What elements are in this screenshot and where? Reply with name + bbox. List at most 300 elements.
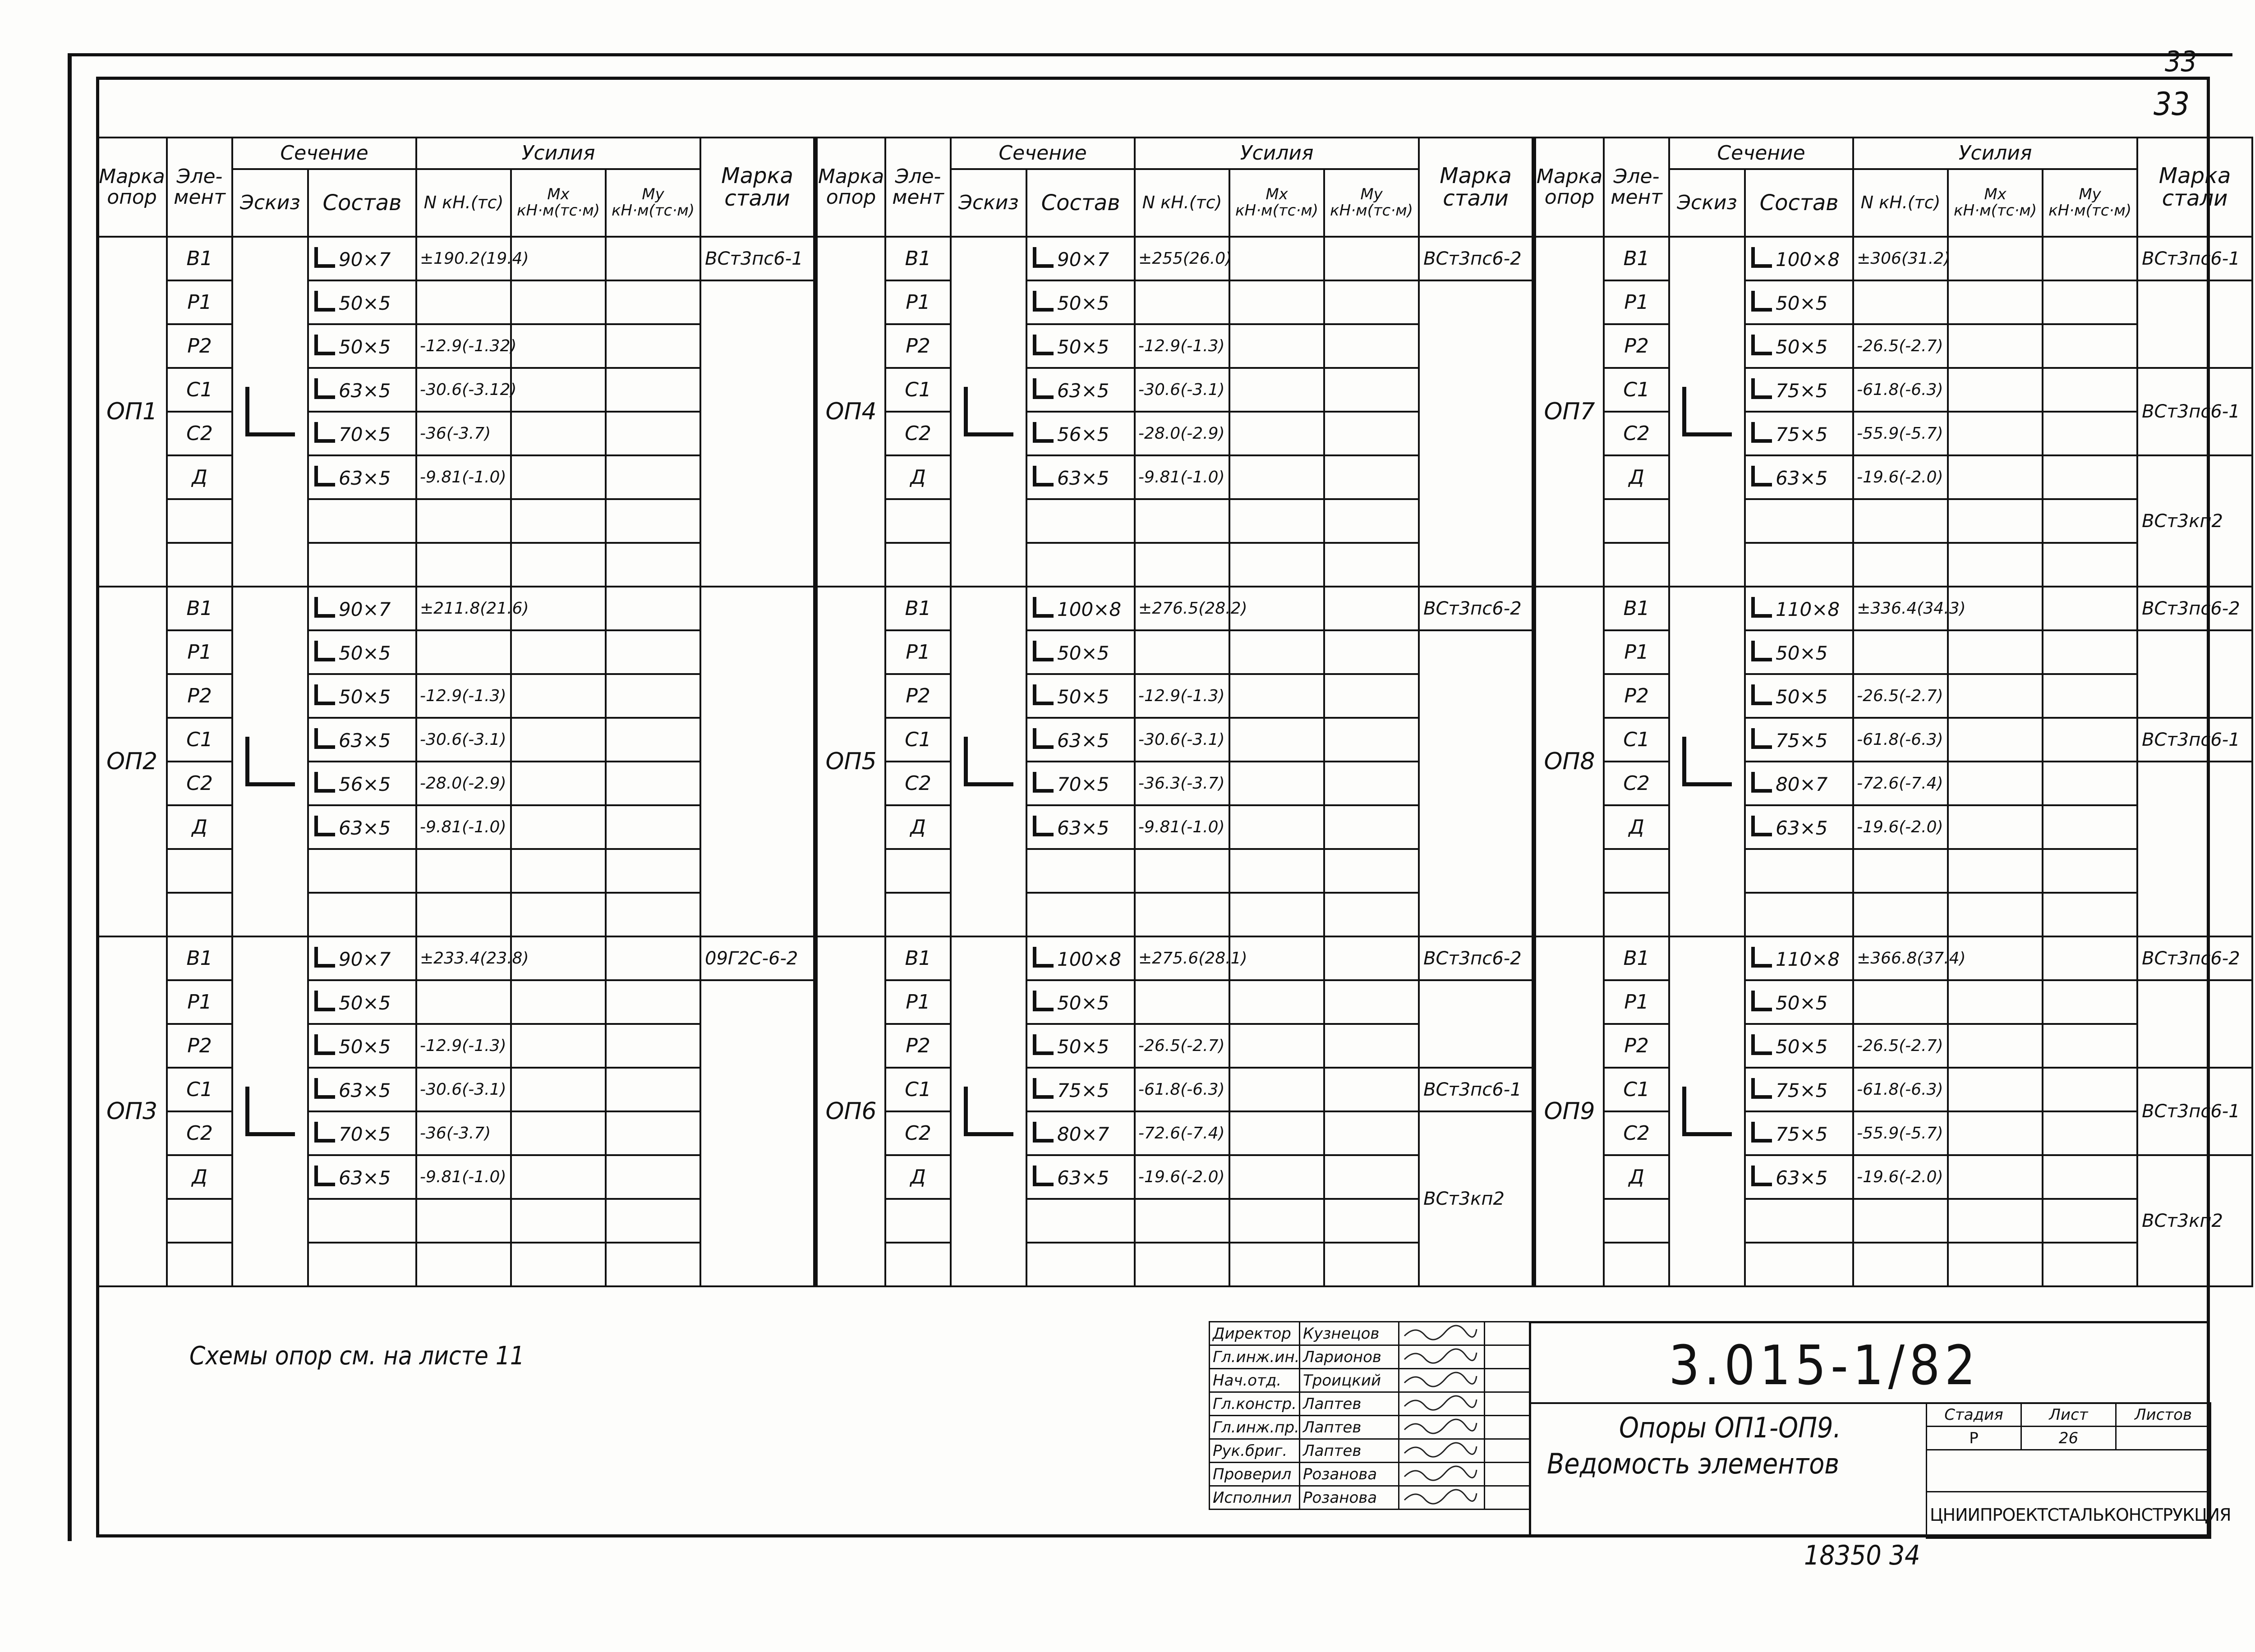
moment-mx xyxy=(511,1155,606,1199)
moment-my xyxy=(2043,499,2137,543)
signature-scribble-icon xyxy=(1402,1322,1479,1340)
moment-my xyxy=(1324,587,1419,630)
element-code: С1 xyxy=(885,368,951,412)
signature-name: Лаптев xyxy=(1300,1416,1399,1439)
moment-mx xyxy=(1948,280,2043,324)
angle-profile-icon xyxy=(245,387,295,436)
section-cell xyxy=(308,849,416,893)
section-cell xyxy=(308,630,416,674)
element-code: С2 xyxy=(1604,1111,1669,1155)
section-cell xyxy=(308,1024,416,1068)
section-cell xyxy=(308,1199,416,1243)
angle-profile-icon xyxy=(1033,728,1054,749)
moment-my xyxy=(606,1243,700,1286)
signature-mark xyxy=(1399,1416,1485,1439)
moment-my xyxy=(1324,455,1419,499)
header-mark: Марка опор xyxy=(815,138,885,237)
moment-mx xyxy=(511,280,606,324)
element-code: Д xyxy=(885,455,951,499)
section-cell xyxy=(1026,718,1135,762)
stage-table xyxy=(1926,1402,2231,1539)
section-cell xyxy=(1026,280,1135,324)
moment-my xyxy=(606,1024,700,1068)
force-n xyxy=(1853,1243,1948,1286)
moment-mx xyxy=(511,805,606,849)
signature-name: Троицкий xyxy=(1300,1369,1399,1392)
section-cell xyxy=(1026,324,1135,368)
section-size: 75×5 xyxy=(1057,1079,1109,1101)
moment-mx xyxy=(1948,1243,2043,1286)
section-cell xyxy=(1026,1243,1135,1286)
support-mark: ОП8 xyxy=(1534,587,1604,936)
element-code xyxy=(1604,1243,1669,1286)
angle-profile-icon xyxy=(1751,247,1772,268)
moment-mx xyxy=(511,412,606,455)
section-size: 50×5 xyxy=(339,335,391,358)
moment-mx xyxy=(511,324,606,368)
angle-profile-icon xyxy=(1751,728,1772,749)
element-code: С2 xyxy=(885,762,951,805)
table-row xyxy=(97,762,2252,805)
element-code: Р2 xyxy=(1604,324,1669,368)
signature-scribble-icon xyxy=(1402,1346,1479,1364)
element-code: Р1 xyxy=(167,280,232,324)
force-n: -19.6(-2.0) xyxy=(1135,1155,1229,1199)
element-code: В1 xyxy=(1604,237,1669,280)
force-n: -9.81(-1.0) xyxy=(416,455,511,499)
section-cell xyxy=(1026,237,1135,280)
section-cell xyxy=(308,280,416,324)
angle-profile-icon xyxy=(314,1166,335,1186)
moment-mx xyxy=(1229,980,1324,1024)
moment-mx xyxy=(511,1024,606,1068)
moment-my xyxy=(1324,324,1419,368)
steel-grade xyxy=(700,587,815,936)
moment-my xyxy=(606,368,700,412)
element-code xyxy=(885,499,951,543)
angle-profile-icon xyxy=(314,335,335,355)
moment-mx xyxy=(1229,849,1324,893)
section-cell xyxy=(1745,1024,1853,1068)
force-n xyxy=(416,893,511,936)
signature-scribble-icon xyxy=(1402,1369,1479,1387)
section-size: 50×5 xyxy=(1776,1035,1828,1058)
table-row xyxy=(97,936,2252,980)
angle-profile-icon xyxy=(1751,1078,1772,1099)
moment-my xyxy=(606,1199,700,1243)
header-n: N кН.(тс) xyxy=(1853,169,1948,237)
section-size: 50×5 xyxy=(339,292,391,314)
moment-my xyxy=(2043,630,2137,674)
force-n: -12.9(-1.32) xyxy=(416,324,511,368)
angle-profile-icon xyxy=(1682,1087,1732,1136)
moment-my xyxy=(1324,1024,1419,1068)
angle-profile-icon xyxy=(1033,597,1054,618)
element-code: Р2 xyxy=(167,1024,232,1068)
angle-profile-icon xyxy=(1751,1034,1772,1055)
table-row xyxy=(97,805,2252,849)
signature-mark xyxy=(1399,1322,1485,1345)
section-cell xyxy=(1745,368,1853,412)
element-code: Р1 xyxy=(167,980,232,1024)
angle-profile-icon xyxy=(314,597,335,618)
moment-mx xyxy=(511,543,606,587)
sketch-cell xyxy=(1669,587,1745,936)
moment-my xyxy=(606,849,700,893)
force-n xyxy=(1853,849,1948,893)
section-size: 56×5 xyxy=(1057,423,1109,445)
moment-mx xyxy=(1229,1111,1324,1155)
signature-date xyxy=(1485,1463,1530,1486)
sketch-cell xyxy=(951,936,1026,1286)
element-code: Р1 xyxy=(885,280,951,324)
moment-my xyxy=(606,587,700,630)
note-text: Схемы опор см. на листе 11 xyxy=(189,1341,525,1371)
steel-grade: ВСт3пс6-1 xyxy=(1419,1068,1534,1111)
moment-my xyxy=(2043,674,2137,718)
force-n: -30.6(-3.12) xyxy=(416,368,511,412)
section-size: 70×5 xyxy=(339,423,391,445)
header-n: N кН.(тс) xyxy=(1135,169,1229,237)
header-mark: Марка опор xyxy=(97,138,167,237)
moment-my xyxy=(606,412,700,455)
table-row xyxy=(97,1068,2252,1111)
element-code: С2 xyxy=(167,412,232,455)
section-cell xyxy=(308,1243,416,1286)
section-cell xyxy=(1745,762,1853,805)
force-n: -28.0(-2.9) xyxy=(1135,412,1229,455)
moment-mx xyxy=(1948,1068,2043,1111)
angle-profile-icon xyxy=(314,291,335,312)
moment-mx xyxy=(511,1068,606,1111)
steel-grade: ВСт3пс6-1 xyxy=(2137,718,2252,762)
moment-my xyxy=(2043,587,2137,630)
moment-my xyxy=(2043,324,2137,368)
element-code: С1 xyxy=(1604,368,1669,412)
table-row xyxy=(97,849,2252,893)
element-code: С1 xyxy=(1604,1068,1669,1111)
signature-scribble-icon xyxy=(1402,1487,1479,1505)
moment-my xyxy=(2043,805,2137,849)
force-n xyxy=(1853,630,1948,674)
steel-grade: ВСт3пс6-2 xyxy=(1419,587,1534,630)
moment-my xyxy=(606,1111,700,1155)
section-cell xyxy=(1026,587,1135,630)
angle-profile-icon xyxy=(1033,772,1054,793)
section-cell xyxy=(1026,762,1135,805)
signature-scribble-icon xyxy=(1402,1440,1479,1458)
moment-mx xyxy=(1948,324,2043,368)
header-composition: Состав xyxy=(308,169,416,237)
section-cell xyxy=(1745,280,1853,324)
force-n xyxy=(1135,1243,1229,1286)
section-cell xyxy=(308,674,416,718)
moment-mx xyxy=(1229,1155,1324,1199)
steel-grade xyxy=(2137,630,2252,718)
section-cell xyxy=(1026,630,1135,674)
force-n: -61.8(-6.3) xyxy=(1135,1068,1229,1111)
sketch-cell xyxy=(232,587,308,936)
element-code: Р2 xyxy=(885,674,951,718)
table-row xyxy=(97,543,2252,587)
steel-grade xyxy=(700,280,815,587)
angle-profile-icon xyxy=(1751,991,1772,1011)
section-cell xyxy=(308,324,416,368)
element-code xyxy=(1604,849,1669,893)
force-n: -26.5(-2.7) xyxy=(1135,1024,1229,1068)
section-size: 75×5 xyxy=(1776,423,1828,445)
section-size: 110×8 xyxy=(1776,948,1840,970)
element-code: Р2 xyxy=(1604,1024,1669,1068)
angle-profile-icon xyxy=(314,1122,335,1143)
section-size: 56×5 xyxy=(339,773,391,795)
section-cell xyxy=(1745,1243,1853,1286)
element-code: Р2 xyxy=(885,324,951,368)
force-n: -30.6(-3.1) xyxy=(416,718,511,762)
moment-my xyxy=(1324,674,1419,718)
moment-mx xyxy=(1229,1199,1324,1243)
force-n: ±276.5(28.2) xyxy=(1135,587,1229,630)
section-cell xyxy=(308,1111,416,1155)
section-size: 90×7 xyxy=(1057,248,1109,271)
moment-mx xyxy=(1229,280,1324,324)
section-size: 75×5 xyxy=(1776,379,1828,402)
signature-row xyxy=(1210,1463,1530,1486)
steel-grade xyxy=(2137,762,2252,936)
moment-mx xyxy=(1229,1024,1324,1068)
angle-profile-icon xyxy=(1033,1122,1054,1143)
moment-my xyxy=(1324,1068,1419,1111)
element-code: Д xyxy=(885,805,951,849)
header-element: Эле-мент xyxy=(885,138,951,237)
section-cell xyxy=(1745,893,1853,936)
sheets-value xyxy=(2116,1427,2211,1450)
header-mx: Mx кН·м(тс·м) xyxy=(511,169,606,237)
signature-role: Рук.бриг. xyxy=(1210,1439,1300,1463)
section-size: 50×5 xyxy=(1057,642,1109,664)
header-section: Сечение xyxy=(1669,138,1853,169)
signature-table xyxy=(1209,1321,1530,1510)
force-n: -36(-3.7) xyxy=(416,1111,511,1155)
section-cell xyxy=(1026,1199,1135,1243)
section-size: 75×5 xyxy=(1776,1079,1828,1101)
steel-grade: ВСт3пс6-2 xyxy=(2137,936,2252,980)
section-size: 63×5 xyxy=(1776,817,1828,839)
signature-name: Лаптев xyxy=(1300,1439,1399,1463)
element-code xyxy=(885,1243,951,1286)
angle-profile-icon xyxy=(1033,1078,1054,1099)
sketch-cell xyxy=(1669,237,1745,587)
force-n xyxy=(1853,543,1948,587)
table-row xyxy=(97,893,2252,936)
header-my: My кН·м(тс·м) xyxy=(1324,169,1419,237)
element-code xyxy=(167,499,232,543)
force-n: ±306(31.2) xyxy=(1853,237,1948,280)
angle-profile-icon xyxy=(1033,378,1054,399)
page-number-top: 33 xyxy=(2165,45,2197,78)
angle-profile-icon xyxy=(1033,684,1054,705)
element-code: Р2 xyxy=(1604,674,1669,718)
section-size: 50×5 xyxy=(339,1035,391,1058)
moment-mx xyxy=(511,849,606,893)
section-cell xyxy=(1745,1155,1853,1199)
element-code: Р1 xyxy=(885,630,951,674)
force-n: -9.81(-1.0) xyxy=(1135,455,1229,499)
moment-mx xyxy=(1948,630,2043,674)
element-code xyxy=(885,849,951,893)
moment-mx xyxy=(1229,718,1324,762)
moment-mx xyxy=(1229,1068,1324,1111)
steel-grade: ВСт3пс6-1 xyxy=(2137,237,2252,280)
force-n: -19.6(-2.0) xyxy=(1853,805,1948,849)
element-code: Р2 xyxy=(885,1024,951,1068)
section-size: 50×5 xyxy=(1776,292,1828,314)
section-cell xyxy=(1745,499,1853,543)
element-code xyxy=(1604,543,1669,587)
angle-profile-icon xyxy=(1033,1166,1054,1186)
sketch-cell xyxy=(232,936,308,1286)
section-cell xyxy=(308,762,416,805)
moment-mx xyxy=(511,630,606,674)
element-code: С2 xyxy=(167,1111,232,1155)
header-mx: Mx кН·м(тс·м) xyxy=(1229,169,1324,237)
moment-my xyxy=(2043,980,2137,1024)
header-mark: Марка опор xyxy=(1534,138,1604,237)
signature-row xyxy=(1210,1416,1530,1439)
header-section: Сечение xyxy=(232,138,416,169)
element-code: В1 xyxy=(1604,587,1669,630)
element-code: Д xyxy=(885,1155,951,1199)
section-size: 50×5 xyxy=(1776,991,1828,1014)
angle-profile-icon xyxy=(314,991,335,1011)
section-cell xyxy=(1745,630,1853,674)
force-n xyxy=(416,499,511,543)
moment-mx xyxy=(511,718,606,762)
moment-my xyxy=(1324,893,1419,936)
section-cell xyxy=(1745,455,1853,499)
force-n: ±233.4(23.8) xyxy=(416,936,511,980)
element-code: Р2 xyxy=(167,674,232,718)
section-cell xyxy=(1026,849,1135,893)
element-code: В1 xyxy=(167,587,232,630)
steel-grade: ВСт3пс6-1 xyxy=(2137,368,2252,455)
moment-my xyxy=(606,936,700,980)
signature-row xyxy=(1210,1345,1530,1369)
angle-profile-icon xyxy=(964,387,1013,436)
inventory-number: 18350 34 xyxy=(1804,1540,1920,1571)
steel-grade xyxy=(2137,980,2252,1068)
force-n xyxy=(1135,980,1229,1024)
moment-mx xyxy=(1229,630,1324,674)
section-cell xyxy=(1026,674,1135,718)
moment-mx xyxy=(1948,412,2043,455)
support-mark: ОП6 xyxy=(815,936,885,1286)
force-n: -12.9(-1.3) xyxy=(1135,674,1229,718)
header-section: Сечение xyxy=(951,138,1135,169)
signature-date xyxy=(1485,1345,1530,1369)
force-n: -55.9(-5.7) xyxy=(1853,1111,1948,1155)
support-mark: ОП7 xyxy=(1534,237,1604,587)
section-size: 63×5 xyxy=(1776,1166,1828,1189)
moment-mx xyxy=(1948,762,2043,805)
table-row xyxy=(97,1024,2252,1068)
angle-profile-icon xyxy=(314,247,335,268)
moment-mx xyxy=(1229,543,1324,587)
angle-profile-icon xyxy=(1751,641,1772,661)
section-size: 100×8 xyxy=(1057,598,1122,620)
element-code: С1 xyxy=(885,718,951,762)
angle-profile-icon xyxy=(1751,947,1772,968)
section-size: 50×5 xyxy=(1057,685,1109,708)
header-sketch: Эскиз xyxy=(232,169,308,237)
moment-mx xyxy=(1229,412,1324,455)
table-row xyxy=(97,587,2252,630)
steel-grade: ВСт3пс6-2 xyxy=(1419,936,1534,980)
section-cell xyxy=(1026,368,1135,412)
section-size: 75×5 xyxy=(1776,1123,1828,1145)
moment-mx xyxy=(1948,718,2043,762)
angle-profile-icon xyxy=(314,772,335,793)
section-cell xyxy=(1026,980,1135,1024)
element-code: Д xyxy=(1604,805,1669,849)
moment-my xyxy=(2043,412,2137,455)
section-cell xyxy=(308,980,416,1024)
moment-my xyxy=(2043,1155,2137,1199)
moment-my xyxy=(2043,718,2137,762)
signature-role: Нач.отд. xyxy=(1210,1369,1300,1392)
moment-my xyxy=(606,455,700,499)
angle-profile-icon xyxy=(1033,335,1054,355)
force-n: ±190.2(19.4) xyxy=(416,237,511,280)
section-size: 70×5 xyxy=(339,1123,391,1145)
moment-my xyxy=(2043,936,2137,980)
steel-grade xyxy=(1419,280,1534,587)
section-size: 50×5 xyxy=(1776,642,1828,664)
force-n xyxy=(1135,1199,1229,1243)
force-n: -26.5(-2.7) xyxy=(1853,324,1948,368)
angle-profile-icon xyxy=(1682,737,1732,786)
angle-profile-icon xyxy=(1751,597,1772,618)
element-code: Д xyxy=(1604,455,1669,499)
moment-my xyxy=(606,324,700,368)
support-mark: ОП9 xyxy=(1534,936,1604,1286)
element-code: В1 xyxy=(885,587,951,630)
moment-my xyxy=(2043,455,2137,499)
support-mark: ОП2 xyxy=(97,587,167,936)
moment-my xyxy=(606,1155,700,1199)
section-cell xyxy=(1026,936,1135,980)
section-size: 100×8 xyxy=(1776,248,1840,271)
moment-mx xyxy=(1229,1243,1324,1286)
steel-grade xyxy=(1419,630,1534,936)
table-row xyxy=(97,718,2252,762)
section-cell xyxy=(1026,412,1135,455)
moment-mx xyxy=(1948,368,2043,412)
section-cell xyxy=(1026,1111,1135,1155)
header-forces: Усилия xyxy=(1135,138,1419,169)
element-code: Д xyxy=(167,805,232,849)
header-element: Эле-мент xyxy=(1604,138,1669,237)
force-n xyxy=(1135,893,1229,936)
moment-mx xyxy=(1948,1111,2043,1155)
signature-role: Директор xyxy=(1210,1322,1300,1345)
element-code xyxy=(885,893,951,936)
steel-grade: ВСт3пс6-2 xyxy=(2137,587,2252,630)
element-code xyxy=(885,1199,951,1243)
section-size: 63×5 xyxy=(339,1079,391,1101)
signature-row xyxy=(1210,1392,1530,1416)
moment-my xyxy=(2043,1243,2137,1286)
